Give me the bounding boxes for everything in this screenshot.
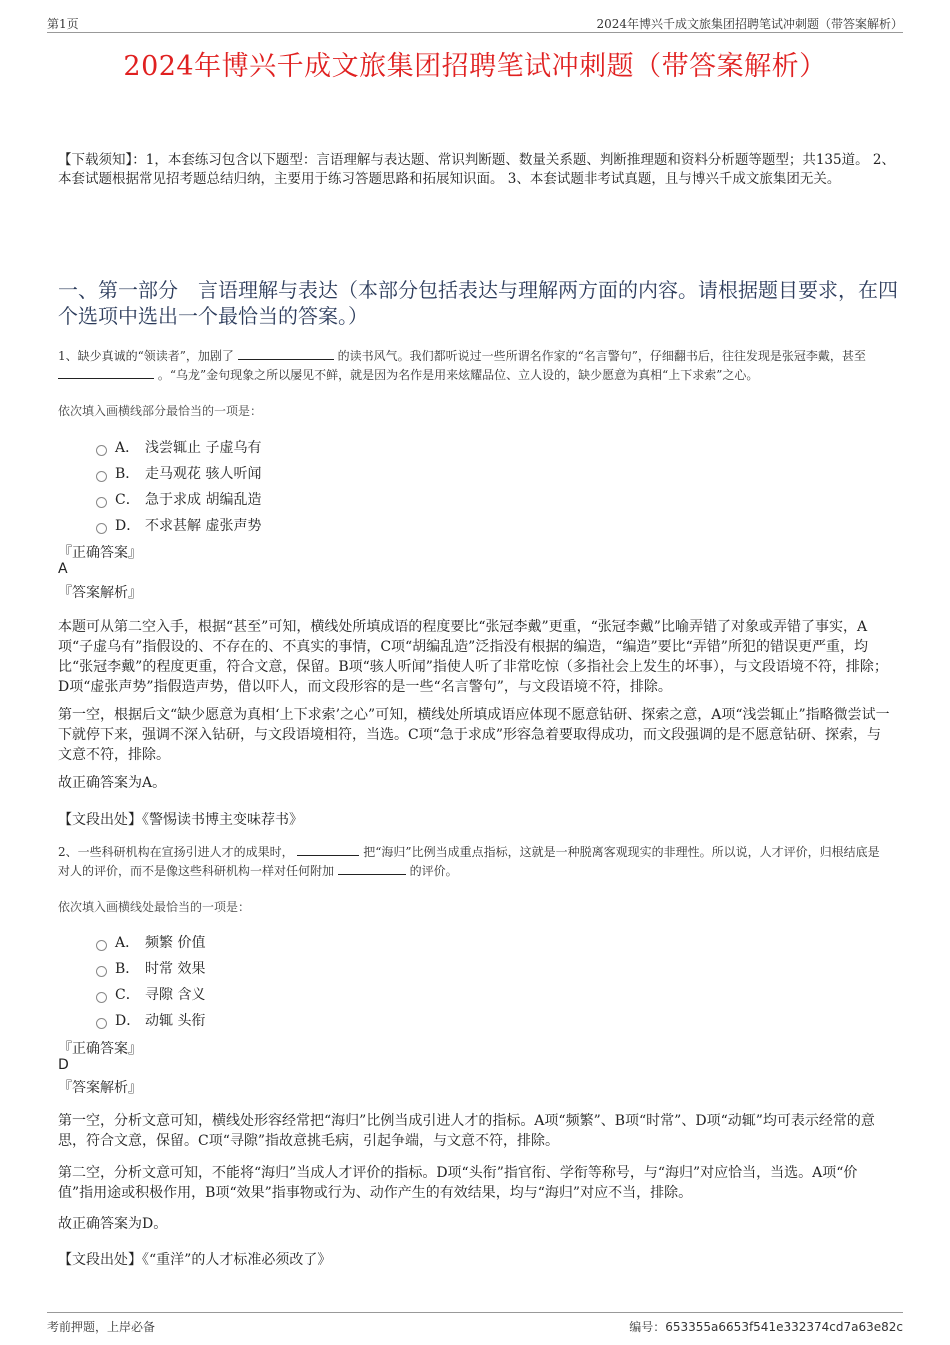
- question-1-analysis-1: 本题可从第二空入手，根据“甚至”可知，横线处所填成语的程度要比“张冠李戴”更重，“张冠李戴”比喻弄错了对象或弄错了事实，A项“子虚乌有”指假设的、不存在的、不真实的事情，C项“胡编乱造”泛指没有根据的编造，“编造”要比“弄错”所犯的错误更严重，均比“张冠李戴”的程度更重，符合文意，保留。B项“骇人听闻”指使人听了非常吃惊（多指社会上发生的坏事），与文段语境不符，排除；D项“虚张声势”指假造声势，借以吓人，而文段形容的是一些“名言警句”，与文段语境不符，排除。: [58, 619, 888, 695]
- question-2-source: 【文段出处】《“重洋”的人才标准必须改了》: [58, 1252, 332, 1268]
- option-letter: A．: [115, 440, 140, 456]
- section-title: 一、第一部分 言语理解与表达（本部分包括表达与理解两方面的内容。请根据题目要求，在四个选项中选出一个最恰当的答案。）: [58, 278, 898, 328]
- question-1-prompt: 依次填入画横线部分最恰当的一项是：: [58, 404, 263, 418]
- radio-icon[interactable]: [96, 523, 107, 534]
- question-2-option-a[interactable]: [96, 932, 205, 952]
- footer-code: [629, 1318, 903, 1335]
- option-letter: B．: [115, 466, 140, 482]
- option-text: 时常 效果: [145, 961, 206, 977]
- question-1-answer: A: [58, 561, 68, 577]
- question-1-option-c[interactable]: [96, 489, 261, 509]
- question-1-option-d[interactable]: [96, 515, 261, 535]
- question-2-correct-label: 『正确答案』: [58, 1041, 142, 1057]
- page-number: 第1页: [47, 17, 79, 31]
- radio-icon[interactable]: [96, 1018, 107, 1029]
- question-1-correct-label: 『正确答案』: [58, 545, 142, 561]
- question-1-option-a[interactable]: [96, 437, 261, 457]
- question-2-stem: [58, 843, 890, 881]
- option-letter: B．: [115, 961, 140, 977]
- question-1-conclusion: 故正确答案为A。: [58, 775, 167, 791]
- question-2-stem-part-b: 把“海归”比例当成重点指标，这就是一种脱离客观现实的非理性。所以说，人才评价，归根结底是对人的评价，而不是像这些科研机构一样对任何附加: [58, 845, 880, 878]
- question-2-blank-1: [297, 843, 359, 856]
- question-2-option-c[interactable]: [96, 984, 205, 1004]
- question-2-analysis-label: 『答案解析』: [58, 1080, 142, 1096]
- option-letter: C．: [115, 492, 140, 508]
- question-2-analysis-1: 第一空，分析文意可知，横线处形容经常把“海归”比例当成引进人才的指标。A项“频繁”、B项“时常”、D项“动辄”均可表示经常的意思，符合文意，保留。C项“寻隙”指故意挑毛病，引起争端，与文意不符，排除。: [58, 1113, 875, 1149]
- option-text: 急于求成 胡编乱造: [145, 492, 262, 508]
- question-1-stem-part-c: 。“乌龙”金句现象之所以屡见不鲜，就是因为名作是用来炫耀品位、立人设的，缺少愿意为真相“上下求索”之心。: [157, 368, 759, 382]
- radio-icon[interactable]: [96, 471, 107, 482]
- footer-code-value: 653355a6653f541e332374cd7a63e82c: [665, 1320, 903, 1334]
- radio-icon[interactable]: [96, 940, 107, 951]
- document-title: 2024年博兴千成文旅集团招聘笔试冲刺题（带答案解析）: [123, 51, 827, 82]
- radio-icon[interactable]: [96, 992, 107, 1003]
- question-1-option-b[interactable]: [96, 463, 261, 483]
- question-2-option-b[interactable]: [96, 958, 205, 978]
- question-2-conclusion: 故正确答案为D。: [58, 1216, 168, 1232]
- option-letter: D．: [115, 1013, 141, 1029]
- option-letter: A．: [115, 935, 140, 951]
- question-2-stem-part-a: 2、一些科研机构在宣扬引进人才的成果时，: [58, 845, 294, 859]
- radio-icon[interactable]: [96, 497, 107, 508]
- question-2-option-d[interactable]: [96, 1010, 205, 1030]
- question-1-source: 【文段出处】《警惕读书博主变味荐书》: [58, 812, 303, 828]
- page-footer: [47, 1312, 903, 1335]
- question-2-stem-part-c: 的评价。: [409, 864, 458, 878]
- question-1-stem: [58, 347, 890, 385]
- question-1-blank-1: [238, 347, 334, 360]
- question-1-blank-2: [58, 366, 154, 379]
- question-1-stem-part-b: 的读书风气。我们都听说过一些所谓名作家的“名言警句”，仔细翻书后，往往发现是张冠李戴，甚至: [337, 349, 866, 363]
- option-text: 浅尝辄止 子虚乌有: [145, 440, 262, 456]
- radio-icon[interactable]: [96, 445, 107, 456]
- option-text: 动辄 头衔: [145, 1013, 206, 1029]
- question-1-analysis-2: 第一空，根据后文“缺少愿意为真相‘上下求索’之心”可知，横线处所填成语应体现不愿意钻研、探索之意，A项“浅尝辄止”指略微尝试一下就停下来，强调不深入钻研，与文段语境相符，当选。C项“急于求成”形容急着要取得成功，而文段强调的是不愿意钻研、探索，与文意不符，排除。: [58, 707, 890, 763]
- question-1-analysis-label: 『答案解析』: [58, 585, 142, 601]
- question-2-blank-2: [338, 862, 406, 875]
- question-1-stem-part-a: 1、缺少真诚的“领读者”，加剧了: [58, 349, 234, 363]
- question-2-analysis-2: 第二空，分析文意可知，不能将“海归”当成人才评价的指标。D项“头衔”指官衔、学衔等称号，与“海归”对应恰当，当选。A项“价值”指用途或积极作用，B项“效果”指事物或行为、动作产生的有效结果，均与“海归”对应不当，排除。: [58, 1165, 858, 1201]
- download-notice: 【下载须知】：1，本套练习包含以下题型：言语理解与表达题、常识判断题、数量关系题、判断推理题和资料分析题等题型；共135道。 2、本套试题根据常见招考题总结归纳，主要用于练习答题思路和拓展知识面。 3、本套试题非考试真题，且与博兴千成文旅集团无关。: [58, 152, 895, 187]
- option-text: 不求甚解 虚张声势: [145, 518, 262, 534]
- option-letter: D．: [115, 518, 141, 534]
- radio-icon[interactable]: [96, 966, 107, 977]
- option-letter: C．: [115, 987, 140, 1003]
- header-title: 2024年博兴千成文旅集团招聘笔试冲刺题（带答案解析）: [596, 17, 903, 31]
- option-text: 寻隙 含义: [145, 987, 206, 1003]
- question-2-answer: D: [58, 1057, 69, 1073]
- footer-slogan: 考前押题，上岸必备: [47, 1320, 156, 1334]
- option-text: 走马观花 骇人听闻: [145, 466, 262, 482]
- page-header: [47, 12, 903, 33]
- question-2-prompt: 依次填入画横线处最恰当的一项是：: [58, 900, 251, 914]
- footer-code-label: 编号：: [629, 1320, 666, 1334]
- option-text: 频繁 价值: [145, 935, 206, 951]
